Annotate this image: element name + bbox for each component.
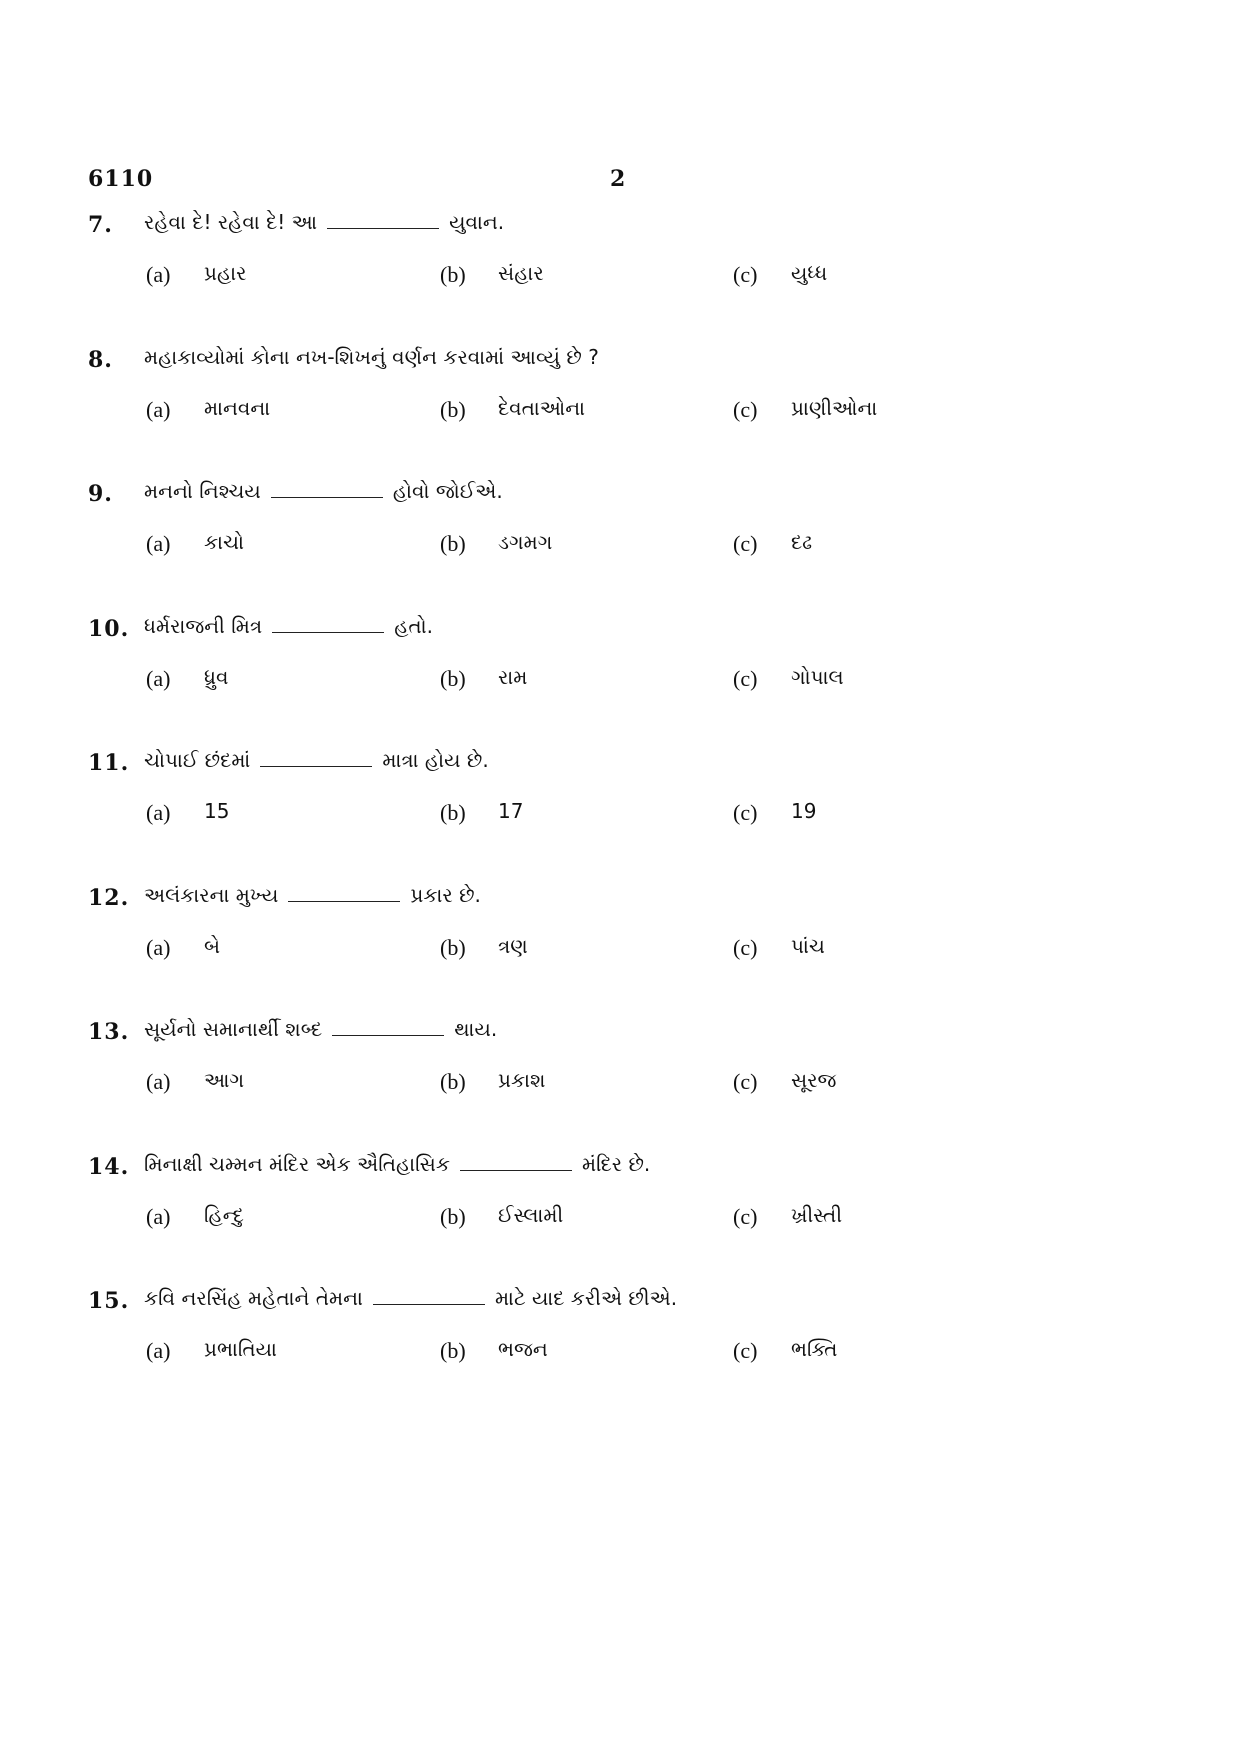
question-line: [88, 1148, 1148, 1184]
option-label: (c): [733, 665, 758, 691]
question-item: [88, 1013, 1148, 1094]
option-label: (b): [440, 800, 466, 825]
option-label: (b): [440, 934, 466, 960]
question-text-after-blank: હતો.: [394, 613, 434, 638]
paper-code: 6110: [88, 166, 154, 192]
options-row: [146, 1200, 1046, 1236]
option-text: આગ: [204, 1068, 245, 1092]
question-number: 7.: [88, 212, 113, 238]
question-text-after-blank: થાય.: [454, 1017, 498, 1041]
question-item: [88, 744, 1148, 825]
question-text-before-blank: કવિ નરસિંહ મહેતાને તેમના: [144, 1286, 363, 1310]
answer-blank: [271, 493, 383, 498]
question-item: [88, 1282, 1148, 1363]
option-label: (a): [146, 1069, 171, 1094]
page-number: 2: [610, 166, 626, 192]
question-stem: [144, 748, 489, 772]
option-text: યુધ્ધ: [791, 261, 828, 285]
question-number: 10.: [88, 615, 130, 642]
options-row: [146, 662, 1046, 698]
question-text-after-blank: મંદિર છે.: [581, 1151, 651, 1176]
question-stem: [144, 345, 599, 369]
answer-blank: [288, 897, 400, 902]
option-text: ધ્રુવ: [204, 664, 229, 689]
options-row: [146, 393, 1046, 429]
answer-blank: [272, 628, 384, 633]
option-text: કાચો: [204, 530, 245, 554]
question-item: [88, 1148, 1148, 1229]
question-number: 13.: [88, 1019, 130, 1045]
option-label: (b): [440, 1338, 466, 1363]
question-item: [88, 206, 1148, 287]
option-text: ગોપાલ: [791, 664, 844, 689]
option-text: બે: [204, 933, 221, 958]
option-label: (a): [146, 1203, 171, 1229]
question-text-before-blank: મહાકાવ્યોમાં કોના નખ-શિખનું વર્ણન કરવામાં આવ્યું છે ?: [144, 344, 599, 369]
question-line: [88, 879, 1148, 915]
option-label: (b): [440, 1069, 466, 1094]
question-text-after-blank: માટે યાદ કરીએ છીએ.: [494, 1286, 678, 1310]
question-text-before-blank: ચોપાઈ છંદમાં: [144, 748, 251, 772]
option-label: (c): [733, 800, 758, 825]
question-item: [88, 610, 1148, 691]
question-stem: [144, 1152, 650, 1176]
question-stem: [144, 479, 503, 503]
option-text: ડગમગ: [498, 530, 553, 554]
option-label: (b): [440, 665, 466, 691]
option-label: (a): [146, 800, 171, 825]
option-text: ઈસ્લામી: [498, 1202, 564, 1227]
question-stem: [144, 1286, 677, 1310]
option-label: (b): [440, 396, 466, 422]
option-label: (a): [146, 665, 171, 691]
question-text-before-blank: સૂર્યનો સમાનાર્થી શબ્દ: [144, 1017, 323, 1041]
option-text: દેવતાઓના: [498, 395, 586, 420]
options-row: [146, 796, 1046, 832]
option-label: (c): [733, 934, 758, 960]
answer-blank: [332, 1031, 444, 1036]
option-text: 15: [204, 799, 230, 823]
question-item: [88, 879, 1148, 960]
option-text: ભક્તિ: [791, 1337, 838, 1361]
option-label: (a): [146, 262, 171, 287]
question-text-before-blank: રહેવા દે! રહેવા દે! આ: [144, 210, 318, 234]
option-label: (a): [146, 396, 171, 422]
options-row: [146, 258, 1046, 294]
option-text: પાંચ: [791, 933, 825, 958]
question-stem: [144, 883, 481, 907]
question-text-before-blank: ધર્મરાજની મિત્ર: [144, 613, 263, 638]
question-text-after-blank: પ્રકાર છે.: [410, 882, 481, 907]
question-line: [88, 206, 1148, 242]
option-label: (c): [733, 531, 758, 556]
option-label: (a): [146, 934, 171, 960]
option-text: ખ્રીસ્તી: [791, 1202, 843, 1227]
option-text: સંહાર: [498, 261, 544, 285]
option-text: 19: [791, 799, 817, 823]
option-text: પ્રહાર: [204, 261, 247, 285]
answer-blank: [460, 1166, 572, 1171]
option-label: (c): [733, 1069, 758, 1094]
question-text-after-blank: માત્રા હોય છે.: [382, 748, 489, 772]
answer-blank: [373, 1300, 485, 1305]
options-row: [146, 1334, 1046, 1370]
option-text: હિન્દુ: [204, 1202, 244, 1227]
option-text: 17: [498, 799, 524, 823]
option-text: પ્રાણીઓના: [791, 395, 878, 420]
answer-blank: [260, 762, 372, 767]
question-line: [88, 744, 1148, 780]
options-row: [146, 527, 1046, 563]
question-line: [88, 1013, 1148, 1049]
question-item: [88, 341, 1148, 422]
question-number: 14.: [88, 1153, 130, 1180]
question-stem: [144, 614, 433, 638]
option-label: (b): [440, 531, 466, 556]
option-text: માનવના: [204, 395, 271, 420]
option-text: ત્રણ: [498, 933, 528, 958]
option-text: રામ: [498, 664, 528, 689]
question-number: 11.: [88, 750, 130, 776]
option-text: સૂરજ: [791, 1068, 837, 1092]
question-line: [88, 610, 1148, 646]
question-text-after-blank: યુવાન.: [449, 210, 505, 234]
option-label: (c): [733, 1203, 758, 1229]
question-line: [88, 1282, 1148, 1318]
question-text-before-blank: મનનો નિશ્ચય: [144, 479, 261, 503]
option-text: દઢ: [791, 530, 813, 554]
options-row: [146, 1065, 1046, 1101]
question-text-before-blank: અલંકારના મુખ્ય: [144, 882, 279, 907]
question-number: 12.: [88, 884, 130, 911]
option-label: (b): [440, 262, 466, 287]
option-label: (a): [146, 531, 171, 556]
answer-blank: [327, 224, 439, 229]
question-stem: [144, 1017, 497, 1041]
question-item: [88, 475, 1148, 556]
option-text: ભજન: [498, 1337, 548, 1361]
option-label: (b): [440, 1203, 466, 1229]
options-row: [146, 931, 1046, 967]
question-text-before-blank: મિનાક્ષી ચમ્મન મંદિર એક ઐતિહાસિક: [144, 1151, 450, 1176]
question-number: 15.: [88, 1288, 130, 1314]
question-number: 9.: [88, 481, 113, 507]
option-label: (a): [146, 1338, 171, 1363]
option-text: પ્રભાતિયા: [204, 1337, 277, 1361]
question-line: [88, 475, 1148, 511]
question-text-after-blank: હોવો જોઈએ.: [392, 479, 503, 503]
question-stem: [144, 210, 504, 234]
option-label: (c): [733, 262, 758, 287]
option-text: પ્રકાશ: [498, 1068, 546, 1092]
option-label: (c): [733, 1338, 758, 1363]
question-line: [88, 341, 1148, 377]
option-label: (c): [733, 396, 758, 422]
question-number: 8.: [88, 346, 113, 373]
